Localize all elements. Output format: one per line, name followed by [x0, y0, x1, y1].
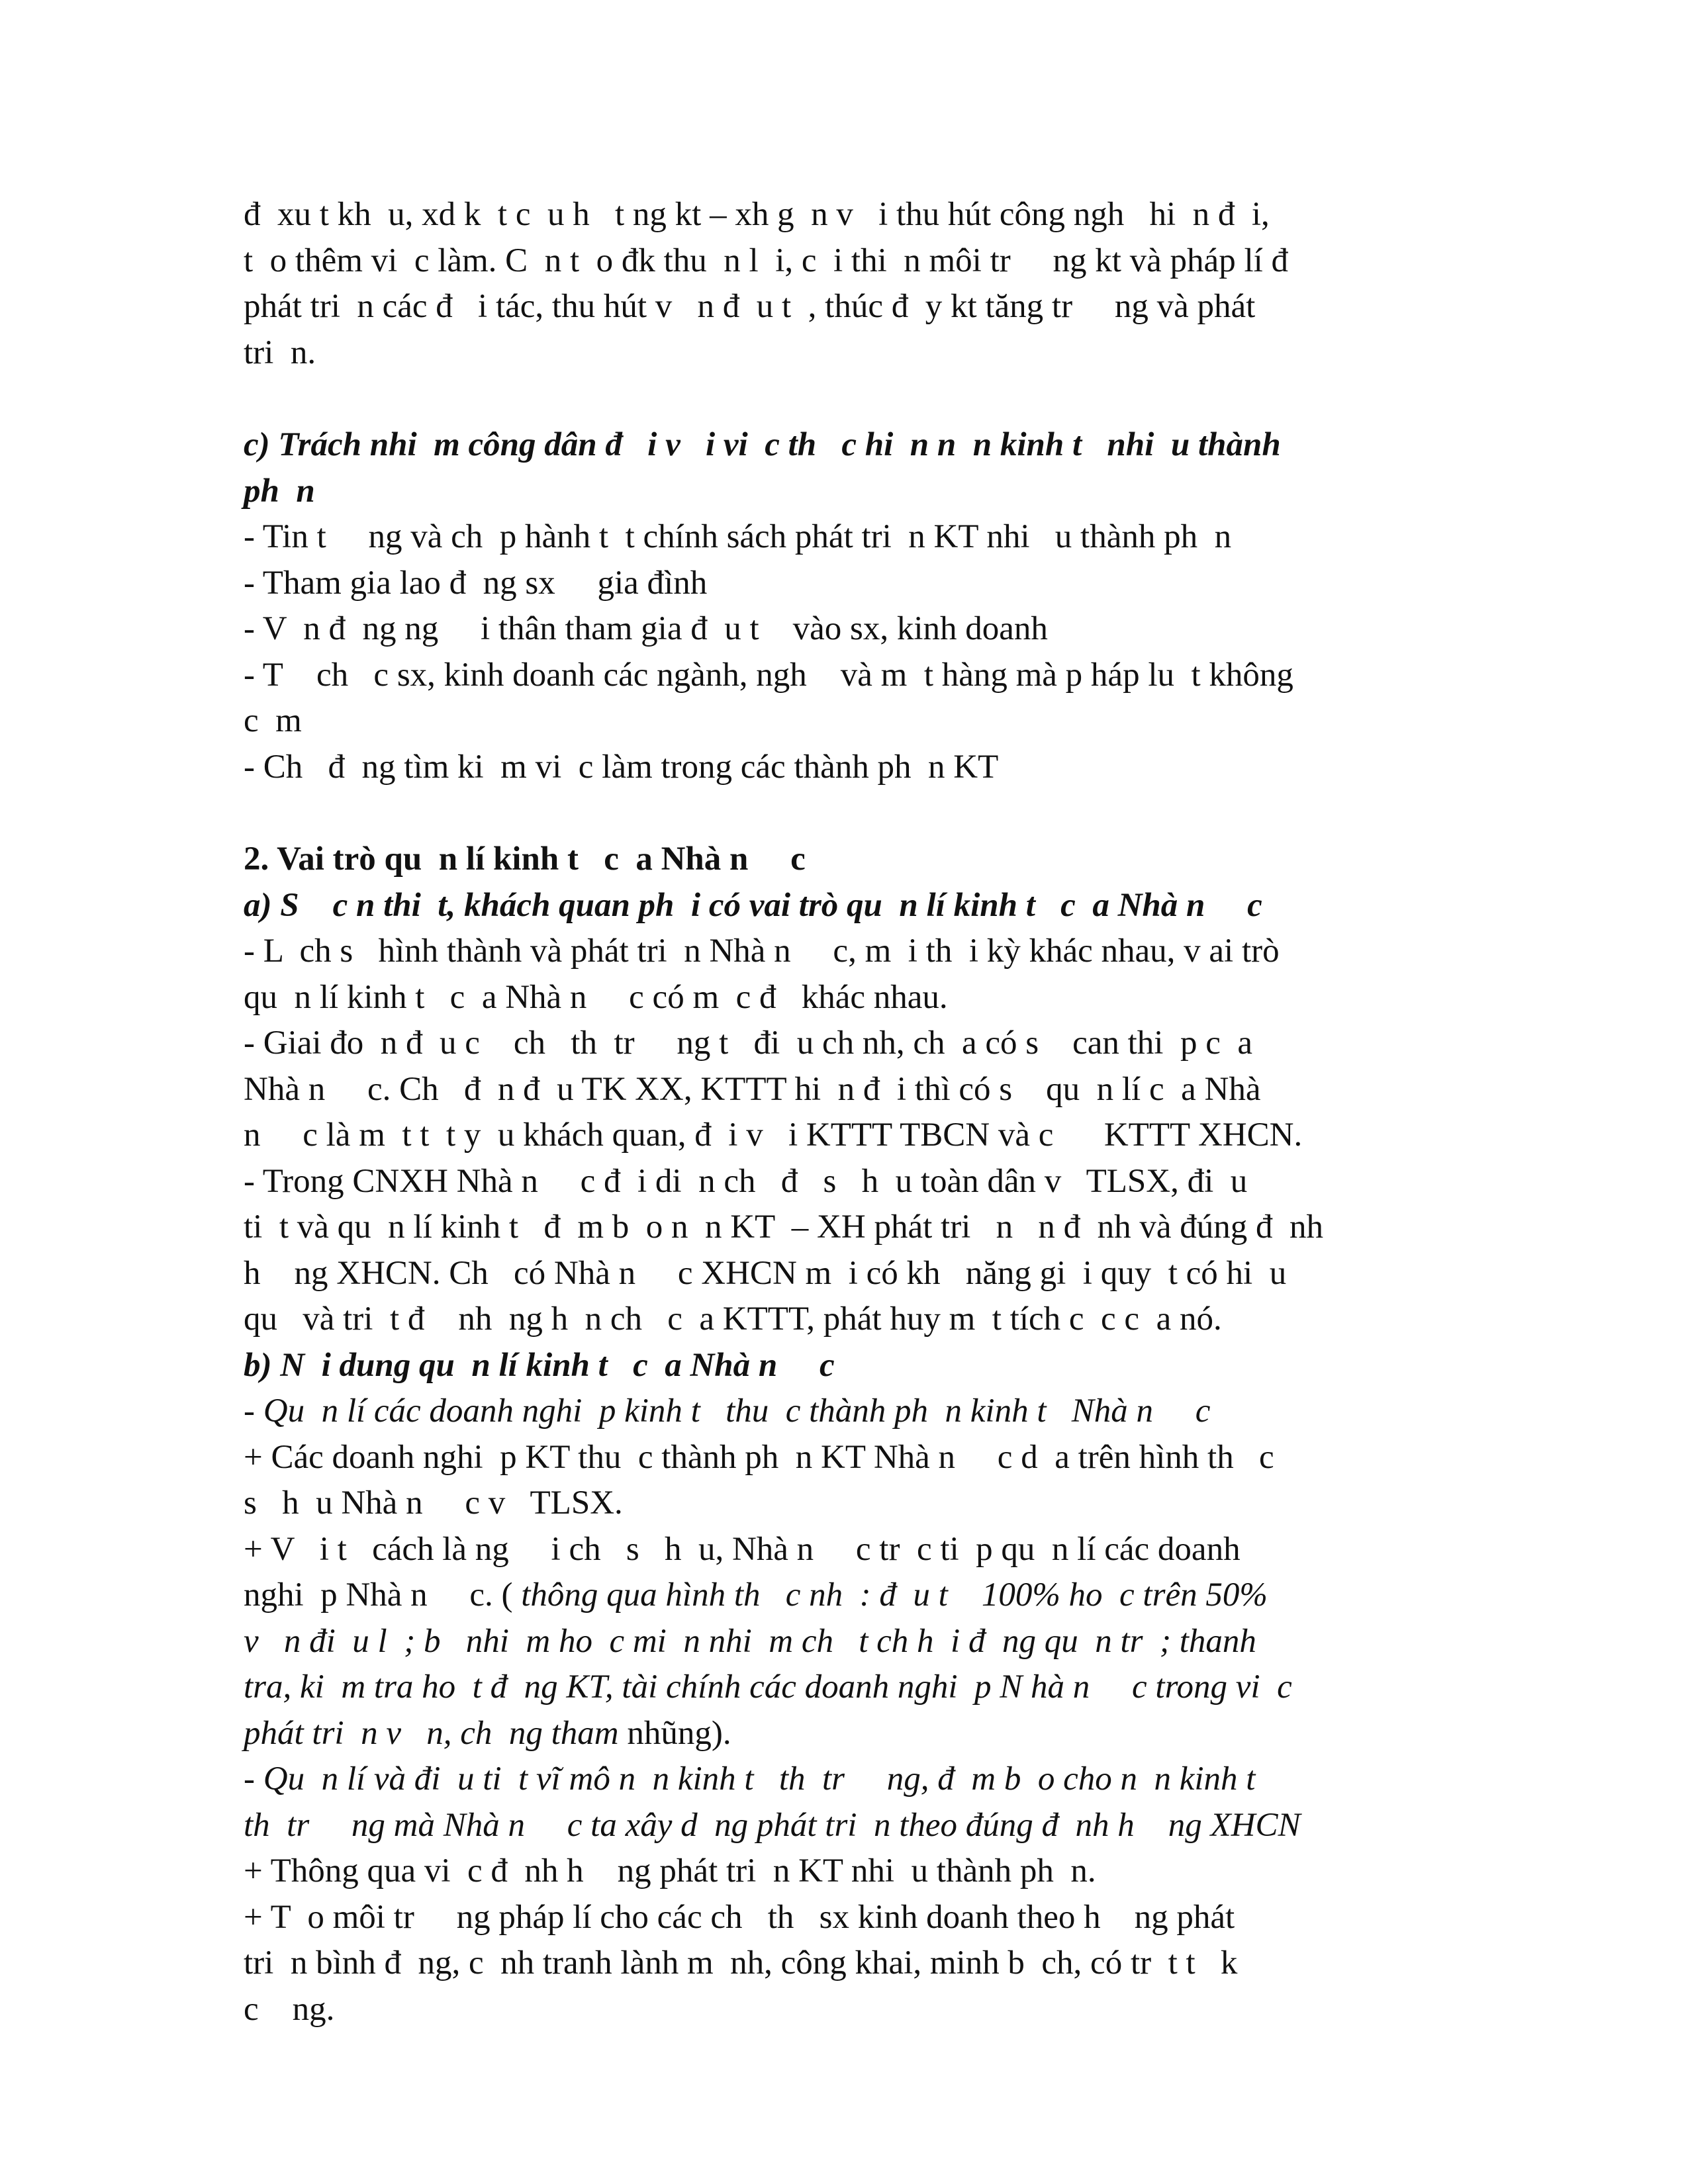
text-line: qu n lí kinh t c a Nhà n c có m c đ khác nhau.: [244, 978, 948, 1016]
text-run-italic: phát tri n v n, ch ng tham: [244, 1714, 628, 1752]
text-line: - Qu n lí và đi u ti t vĩ mô n n kinh t th tr ng, đ m b o cho n n kinh t: [244, 1760, 1256, 1797]
text-line: v n đi u l ; b nhi m ho c mi n nhi m ch t ch h i đ ng qu n tr ; thanh: [244, 1622, 1256, 1660]
text-line: th tr ng mà Nhà n c ta xây d ng phát tri n theo đúng đ nh h ng XHCN: [244, 1806, 1301, 1844]
subsection-b-heading: b) N i dung qu n lí kinh t c a Nhà n c: [244, 1346, 835, 1384]
list-item: - Tham gia lao đ ng sx gia đình: [244, 564, 708, 602]
text-line: ti t và qu n lí kinh t đ m b o n n KT – XH phát tri n n đ nh và đúng đ nh: [244, 1208, 1323, 1246]
section-c-heading: ph n: [244, 472, 315, 510]
text-line: n c là m t t t y u khách quan, đ i v i KTTT TBCN và c KTTT XHCN.: [244, 1116, 1303, 1154]
text-line: + Các doanh nghi p KT thu c thành ph n KT Nhà n c d a trên hình th c: [244, 1438, 1274, 1476]
text-line: t o thêm vi c làm. C n t o đk thu n l i, c i thi n môi tr ng kt và pháp lí đ: [244, 242, 1289, 279]
text-line: - Qu n lí các doanh nghi p kinh t thu c thành ph n kinh t Nhà n c: [244, 1392, 1211, 1430]
text-line: h ng XHCN. Ch có Nhà n c XHCN m i có kh năng gi i quy t có hi u: [244, 1254, 1287, 1292]
text-line: - Trong CNXH Nhà n c đ i di n ch đ s h u toàn dân v TLSX, đi u: [244, 1162, 1248, 1200]
text-run-italic: thông qua hình th c nh : đ u t 100% ho c trên 50%: [521, 1576, 1268, 1614]
text-line: - Giai đo n đ u c ch th tr ng t đi u ch nh, ch a có s can thi p c a: [244, 1024, 1252, 1062]
section-2-heading: 2. Vai trò qu n lí kinh t c a Nhà n c: [244, 841, 806, 878]
text-line: c ng.: [244, 1990, 335, 2028]
subsection-a-heading: a) S c n thi t, khách quan ph i có vai trò qu n lí kinh t c a Nhà n c: [244, 886, 1262, 924]
text-line: [244, 1711, 1448, 1757]
text-line: đ xu t kh u, xd k t c u h t ng kt – xh g n v i thu hút công ngh hi n đ i,: [244, 196, 1270, 233]
section-2: [244, 837, 1448, 2032]
list-item: - V n đ ng ng i thân tham gia đ u t vào sx, kinh doanh: [244, 610, 1048, 647]
list-item: - Tin t ng và ch p hành t t chính sách phát tri n KT nhi u thành ph n: [244, 518, 1232, 555]
text-line: [244, 1572, 1448, 1619]
text-line: qu và tri t đ nh ng h n ch c a KTTT, phát huy m t tích c c c a nó.: [244, 1300, 1222, 1338]
text-line: s h u Nhà n c v TLSX.: [244, 1484, 623, 1522]
text-line: tri n bình đ ng, c nh tranh lành m nh, công khai, minh b ch, có tr t t k: [244, 1944, 1238, 1981]
paragraph-gap: [244, 790, 1448, 837]
text-line: Nhà n c. Ch đ n đ u TK XX, KTTT hi n đ i thì có s qu n lí c a Nhà: [244, 1070, 1261, 1108]
text-run: nhũng).: [627, 1714, 731, 1752]
text-line: tri n.: [244, 334, 316, 371]
text-line: phát tri n các đ i tác, thu hút v n đ u t , thúc đ y kt tăng tr ng và phát: [244, 288, 1256, 325]
list-item: - T ch c sx, kinh doanh các ngành, ngh và m t hàng mà p háp lu t không: [244, 656, 1293, 694]
list-item: c m: [244, 702, 302, 739]
text-run: nghi p Nhà n c. (: [244, 1576, 522, 1614]
document-body: [244, 192, 1448, 2032]
text-line: - L ch s hình thành và phát tri n Nhà n c, m i th i kỳ khác nhau, v ai trò: [244, 933, 1280, 970]
text-line: + V i t cách là ng i ch s h u, Nhà n c tr c ti p qu n lí các doanh: [244, 1530, 1241, 1568]
paragraph-intro: [244, 192, 1448, 376]
list-item: - Ch đ ng tìm ki m vi c làm trong các thành ph n KT: [244, 748, 999, 786]
text-line: + Thông qua vi c đ nh h ng phát tri n KT nhi u thành ph n.: [244, 1852, 1096, 1889]
paragraph-gap: [244, 376, 1448, 422]
text-line: tra, ki m tra ho t đ ng KT, tài chính các doanh nghi p N hà n c trong vi c: [244, 1668, 1292, 1706]
section-c-heading: c) Trách nhi m công dân đ i v i vi c th c hi n n n kinh t nhi u thành: [244, 426, 1281, 463]
text-line: + T o môi tr ng pháp lí cho các ch th sx kinh doanh theo h ng phát: [244, 1898, 1235, 1936]
section-c: [244, 422, 1448, 790]
